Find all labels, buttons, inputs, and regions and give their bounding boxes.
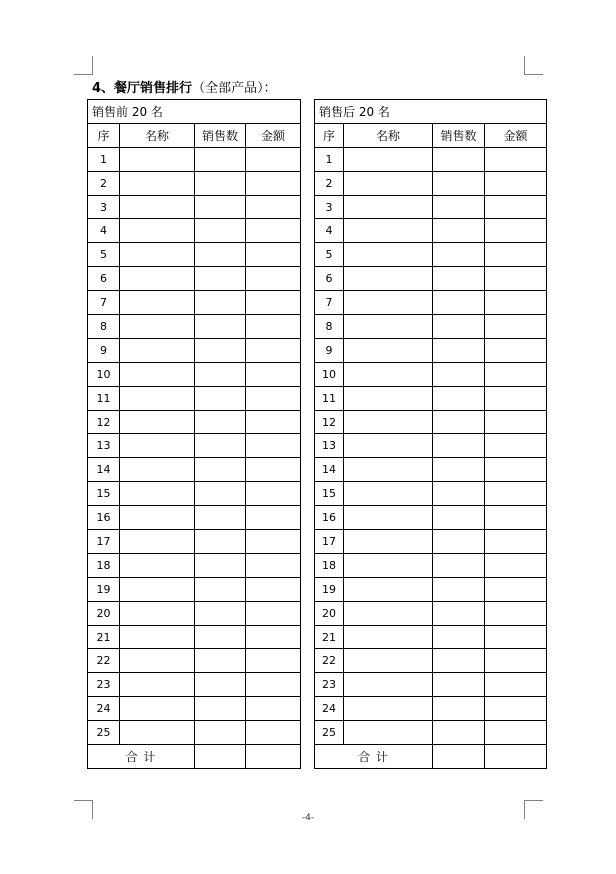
qty-cell[interactable]: [195, 362, 246, 386]
table-row: [315, 362, 547, 386]
top-table-qty-header: 销售数: [195, 123, 246, 147]
table-row: [88, 410, 301, 434]
rank-cell: 13: [315, 434, 344, 458]
table-row: [88, 386, 301, 410]
amount-cell[interactable]: [246, 530, 301, 554]
name-cell[interactable]: [120, 673, 195, 697]
name-cell[interactable]: [120, 171, 195, 195]
qty-cell[interactable]: [433, 697, 485, 721]
amount-cell[interactable]: [485, 267, 547, 291]
crop-mark-top-left: [74, 56, 93, 75]
bottom-table-caption: 销售后 20 名: [315, 100, 547, 124]
rank-cell: 15: [88, 482, 120, 506]
name-cell[interactable]: [344, 697, 433, 721]
top-table-rank-header: 序: [88, 123, 120, 147]
table-row: [315, 434, 547, 458]
amount-cell[interactable]: [485, 458, 547, 482]
table-row: [315, 625, 547, 649]
rank-cell: 9: [315, 338, 344, 362]
table-row: [315, 649, 547, 673]
qty-cell[interactable]: [433, 482, 485, 506]
amount-cell[interactable]: [246, 697, 301, 721]
qty-cell[interactable]: [433, 458, 485, 482]
name-cell[interactable]: [344, 291, 433, 315]
qty-cell[interactable]: [195, 697, 246, 721]
qty-cell[interactable]: [433, 553, 485, 577]
top-table-header-row: [88, 123, 301, 147]
rank-cell: 2: [315, 171, 344, 195]
amount-cell[interactable]: [246, 649, 301, 673]
qty-cell[interactable]: [195, 243, 246, 267]
name-cell[interactable]: [344, 458, 433, 482]
name-cell[interactable]: [120, 721, 195, 745]
table-row: [88, 291, 301, 315]
table-row: [88, 601, 301, 625]
amount-cell[interactable]: [485, 219, 547, 243]
qty-cell[interactable]: [195, 434, 246, 458]
bottom-table-total-row: [315, 745, 547, 769]
amount-cell[interactable]: [246, 243, 301, 267]
table-row: [315, 673, 547, 697]
qty-cell[interactable]: [433, 625, 485, 649]
table-row: [315, 601, 547, 625]
qty-cell[interactable]: [195, 386, 246, 410]
name-cell[interactable]: [344, 649, 433, 673]
bottom-table-caption-row: [315, 100, 547, 124]
rank-cell: 13: [88, 434, 120, 458]
rank-cell: 12: [315, 410, 344, 434]
qty-cell[interactable]: [195, 553, 246, 577]
rank-cell: 1: [88, 147, 120, 171]
rank-cell: 21: [88, 625, 120, 649]
rank-cell: 4: [315, 219, 344, 243]
amount-cell[interactable]: [246, 458, 301, 482]
total-qty-cell[interactable]: [433, 745, 485, 769]
amount-cell[interactable]: [485, 410, 547, 434]
amount-cell[interactable]: [485, 553, 547, 577]
qty-cell[interactable]: [195, 673, 246, 697]
name-cell[interactable]: [344, 386, 433, 410]
name-cell[interactable]: [344, 315, 433, 339]
name-cell[interactable]: [344, 601, 433, 625]
rank-cell: 2: [88, 171, 120, 195]
qty-cell[interactable]: [195, 577, 246, 601]
name-cell[interactable]: [120, 315, 195, 339]
table-row: [315, 553, 547, 577]
qty-cell[interactable]: [433, 315, 485, 339]
amount-cell[interactable]: [246, 147, 301, 171]
section-note: （全部产品）：: [192, 81, 277, 96]
amount-cell[interactable]: [485, 506, 547, 530]
qty-cell[interactable]: [195, 506, 246, 530]
name-cell[interactable]: [344, 147, 433, 171]
qty-cell[interactable]: [433, 147, 485, 171]
name-cell[interactable]: [120, 219, 195, 243]
name-cell[interactable]: [120, 362, 195, 386]
table-row: [88, 697, 301, 721]
name-cell[interactable]: [344, 506, 433, 530]
rank-cell: 16: [315, 506, 344, 530]
rank-cell: 25: [315, 721, 344, 745]
table-row: [88, 577, 301, 601]
table-row: [315, 506, 547, 530]
top-table-total-row: [88, 745, 301, 769]
rank-cell: 9: [88, 338, 120, 362]
rank-cell: 25: [88, 721, 120, 745]
name-cell[interactable]: [344, 362, 433, 386]
qty-cell[interactable]: [195, 147, 246, 171]
table-row: [88, 195, 301, 219]
table-row: [315, 243, 547, 267]
table-row: [88, 673, 301, 697]
name-cell[interactable]: [120, 482, 195, 506]
rank-cell: 23: [315, 673, 344, 697]
name-cell[interactable]: [120, 243, 195, 267]
rank-cell: 15: [315, 482, 344, 506]
name-cell[interactable]: [344, 482, 433, 506]
top-table-amount-header: 金额: [246, 123, 301, 147]
amount-cell[interactable]: [485, 147, 547, 171]
rank-cell: 11: [315, 386, 344, 410]
table-row: [315, 721, 547, 745]
amount-cell[interactable]: [485, 649, 547, 673]
rank-cell: 8: [88, 315, 120, 339]
rank-cell: 17: [315, 530, 344, 554]
amount-cell[interactable]: [485, 243, 547, 267]
qty-cell[interactable]: [433, 673, 485, 697]
name-cell[interactable]: [344, 530, 433, 554]
bottom-table-amount-header: 金额: [485, 123, 547, 147]
rank-cell: 6: [88, 267, 120, 291]
name-cell[interactable]: [120, 649, 195, 673]
table-row: [88, 506, 301, 530]
qty-cell[interactable]: [433, 195, 485, 219]
qty-cell[interactable]: [195, 721, 246, 745]
qty-cell[interactable]: [195, 601, 246, 625]
qty-cell[interactable]: [433, 721, 485, 745]
qty-cell[interactable]: [195, 338, 246, 362]
qty-cell[interactable]: [195, 171, 246, 195]
rank-cell: 22: [88, 649, 120, 673]
qty-cell[interactable]: [195, 195, 246, 219]
table-row: [315, 386, 547, 410]
total-amount-cell[interactable]: [485, 745, 547, 769]
qty-cell[interactable]: [433, 219, 485, 243]
rank-cell: 20: [88, 601, 120, 625]
name-cell[interactable]: [344, 410, 433, 434]
amount-cell[interactable]: [485, 530, 547, 554]
amount-cell[interactable]: [246, 267, 301, 291]
qty-cell[interactable]: [195, 267, 246, 291]
rank-cell: 18: [315, 553, 344, 577]
name-cell[interactable]: [120, 267, 195, 291]
amount-cell[interactable]: [485, 338, 547, 362]
top-table-caption: 销售前 20 名: [88, 100, 301, 124]
amount-cell[interactable]: [246, 291, 301, 315]
rank-cell: 19: [88, 577, 120, 601]
name-cell[interactable]: [120, 625, 195, 649]
top-table-caption-row: [88, 100, 301, 124]
rank-cell: 10: [315, 362, 344, 386]
rank-cell: 24: [315, 697, 344, 721]
page-number: -4-: [301, 813, 315, 823]
amount-cell[interactable]: [246, 338, 301, 362]
table-row: [315, 219, 547, 243]
amount-cell[interactable]: [246, 219, 301, 243]
name-cell[interactable]: [344, 243, 433, 267]
section-number: 4、: [92, 81, 115, 96]
table-row: [88, 649, 301, 673]
qty-cell[interactable]: [433, 649, 485, 673]
qty-cell[interactable]: [195, 458, 246, 482]
amount-cell[interactable]: [246, 482, 301, 506]
name-cell[interactable]: [344, 267, 433, 291]
name-cell[interactable]: [120, 338, 195, 362]
qty-cell[interactable]: [195, 410, 246, 434]
amount-cell[interactable]: [246, 386, 301, 410]
rank-cell: 7: [315, 291, 344, 315]
amount-cell[interactable]: [246, 601, 301, 625]
qty-cell[interactable]: [433, 506, 485, 530]
qty-cell[interactable]: [433, 362, 485, 386]
rank-cell: 21: [315, 625, 344, 649]
amount-cell[interactable]: [246, 171, 301, 195]
qty-cell[interactable]: [195, 291, 246, 315]
qty-cell[interactable]: [433, 171, 485, 195]
qty-cell[interactable]: [195, 625, 246, 649]
rank-cell: 24: [88, 697, 120, 721]
rank-cell: 17: [88, 530, 120, 554]
section-title: 餐厅销售排行: [114, 81, 193, 96]
name-cell[interactable]: [120, 195, 195, 219]
amount-cell[interactable]: [246, 721, 301, 745]
amount-cell[interactable]: [485, 315, 547, 339]
amount-cell[interactable]: [485, 171, 547, 195]
total-amount-cell[interactable]: [246, 745, 301, 769]
amount-cell[interactable]: [246, 673, 301, 697]
table-row: [315, 577, 547, 601]
rank-cell: 3: [315, 195, 344, 219]
amount-cell[interactable]: [485, 697, 547, 721]
name-cell[interactable]: [120, 386, 195, 410]
table-row: [315, 291, 547, 315]
amount-cell[interactable]: [485, 386, 547, 410]
amount-cell[interactable]: [246, 625, 301, 649]
name-cell[interactable]: [120, 434, 195, 458]
qty-cell[interactable]: [433, 291, 485, 315]
name-cell[interactable]: [120, 291, 195, 315]
qty-cell[interactable]: [195, 482, 246, 506]
total-qty-cell[interactable]: [195, 745, 246, 769]
table-row: [88, 219, 301, 243]
qty-cell[interactable]: [433, 434, 485, 458]
name-cell[interactable]: [344, 721, 433, 745]
name-cell[interactable]: [344, 219, 433, 243]
crop-mark-top-right: [524, 56, 543, 75]
amount-cell[interactable]: [485, 195, 547, 219]
table-row: [315, 267, 547, 291]
bottom-table-rank-header: 序: [315, 123, 344, 147]
amount-cell[interactable]: [485, 291, 547, 315]
table-row: [88, 530, 301, 554]
name-cell[interactable]: [120, 506, 195, 530]
amount-cell[interactable]: [485, 625, 547, 649]
amount-cell[interactable]: [485, 673, 547, 697]
rank-cell: 14: [315, 458, 344, 482]
name-cell[interactable]: [344, 673, 433, 697]
qty-cell[interactable]: [433, 267, 485, 291]
qty-cell[interactable]: [195, 530, 246, 554]
name-cell[interactable]: [344, 553, 433, 577]
table-row: [315, 530, 547, 554]
table-row: [88, 458, 301, 482]
amount-cell[interactable]: [246, 506, 301, 530]
rank-cell: 10: [88, 362, 120, 386]
table-row: [88, 553, 301, 577]
amount-cell[interactable]: [246, 362, 301, 386]
table-row: [315, 195, 547, 219]
rank-cell: 3: [88, 195, 120, 219]
amount-cell[interactable]: [246, 315, 301, 339]
table-row: [315, 458, 547, 482]
rank-cell: 16: [88, 506, 120, 530]
amount-cell[interactable]: [485, 577, 547, 601]
table-row: [88, 338, 301, 362]
table-row: [315, 482, 547, 506]
qty-cell[interactable]: [195, 649, 246, 673]
table-row: [88, 482, 301, 506]
amount-cell[interactable]: [246, 410, 301, 434]
rank-cell: 7: [88, 291, 120, 315]
bottom-table-name-header: 名称: [344, 123, 433, 147]
table-row: [88, 625, 301, 649]
amount-cell[interactable]: [246, 195, 301, 219]
table-row: [315, 171, 547, 195]
qty-cell[interactable]: [433, 386, 485, 410]
amount-cell[interactable]: [246, 553, 301, 577]
bottom-table-qty-header: 销售数: [433, 123, 485, 147]
bottom-table-header-row: [315, 123, 547, 147]
name-cell[interactable]: [120, 147, 195, 171]
amount-cell[interactable]: [485, 482, 547, 506]
top-table-total-label: 合 计: [88, 745, 195, 769]
rank-cell: 22: [315, 649, 344, 673]
qty-cell[interactable]: [433, 338, 485, 362]
name-cell[interactable]: [120, 577, 195, 601]
amount-cell[interactable]: [246, 577, 301, 601]
table-row: [315, 410, 547, 434]
qty-cell[interactable]: [195, 315, 246, 339]
top-sales-table: [87, 99, 301, 769]
table-row: [315, 147, 547, 171]
rank-cell: 1: [315, 147, 344, 171]
name-cell[interactable]: [344, 625, 433, 649]
amount-cell[interactable]: [485, 434, 547, 458]
amount-cell[interactable]: [485, 362, 547, 386]
qty-cell[interactable]: [433, 243, 485, 267]
name-cell[interactable]: [120, 530, 195, 554]
table-row: [88, 362, 301, 386]
bottom-table-total-label: 合 计: [315, 745, 433, 769]
name-cell[interactable]: [120, 553, 195, 577]
rank-cell: 23: [88, 673, 120, 697]
amount-cell[interactable]: [246, 434, 301, 458]
name-cell[interactable]: [344, 577, 433, 601]
section-heading: [92, 77, 277, 96]
name-cell[interactable]: [120, 601, 195, 625]
rank-cell: 8: [315, 315, 344, 339]
rank-cell: 19: [315, 577, 344, 601]
table-row: [88, 721, 301, 745]
table-row: [315, 315, 547, 339]
name-cell[interactable]: [120, 410, 195, 434]
qty-cell[interactable]: [433, 410, 485, 434]
table-row: [88, 171, 301, 195]
qty-cell[interactable]: [433, 530, 485, 554]
table-row: [88, 315, 301, 339]
name-cell[interactable]: [344, 338, 433, 362]
name-cell[interactable]: [344, 195, 433, 219]
name-cell[interactable]: [344, 171, 433, 195]
rank-cell: 6: [315, 267, 344, 291]
bottom-sales-table: [314, 99, 547, 769]
table-row: [88, 267, 301, 291]
rank-cell: 5: [315, 243, 344, 267]
table-row: [88, 243, 301, 267]
rank-cell: 20: [315, 601, 344, 625]
qty-cell[interactable]: [433, 601, 485, 625]
amount-cell[interactable]: [485, 601, 547, 625]
rank-cell: 14: [88, 458, 120, 482]
table-row: [88, 147, 301, 171]
table-row: [315, 697, 547, 721]
name-cell[interactable]: [120, 697, 195, 721]
rank-cell: 18: [88, 553, 120, 577]
qty-cell[interactable]: [433, 577, 485, 601]
rank-cell: 12: [88, 410, 120, 434]
name-cell[interactable]: [344, 434, 433, 458]
table-row: [315, 338, 547, 362]
name-cell[interactable]: [120, 458, 195, 482]
rank-cell: 11: [88, 386, 120, 410]
top-table-name-header: 名称: [120, 123, 195, 147]
amount-cell[interactable]: [485, 721, 547, 745]
qty-cell[interactable]: [195, 219, 246, 243]
rank-cell: 5: [88, 243, 120, 267]
table-row: [88, 434, 301, 458]
rank-cell: 4: [88, 219, 120, 243]
